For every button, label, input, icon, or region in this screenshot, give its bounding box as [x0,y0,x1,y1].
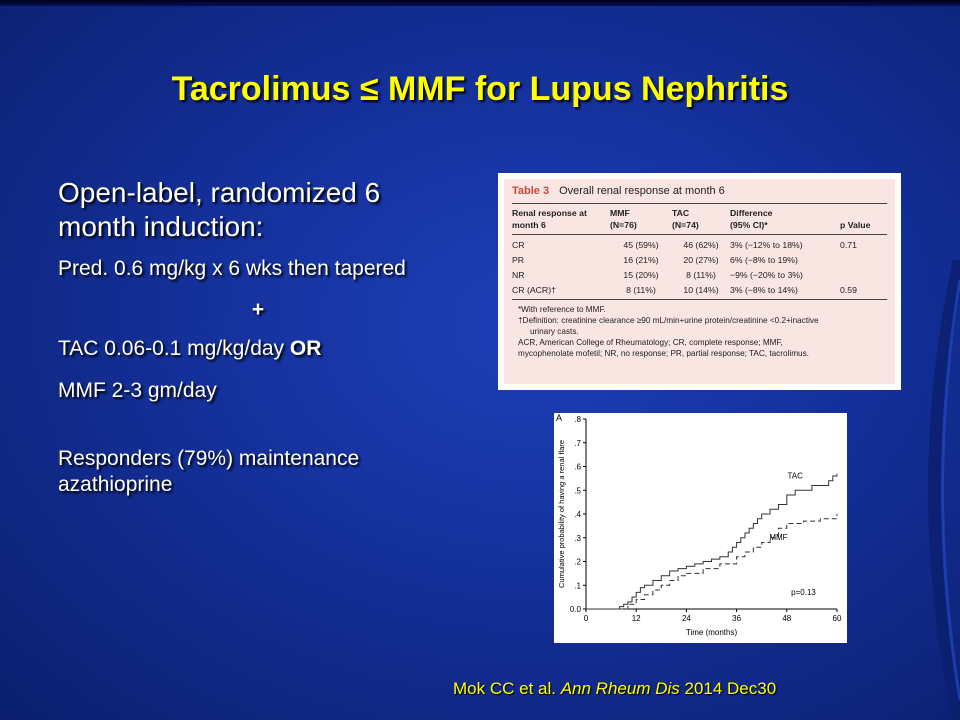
table-cell: −9% (−20% to 3%) [730,270,803,280]
mmf-dose-text: MMF 2-3 gm/day [58,379,217,402]
table-note: mycophenolate mofetil; NR, no response; PR, partial response; TAC, tacrolimus. [518,349,809,358]
decorative-swoosh [920,260,960,720]
table-cell: 15 (20%) [623,270,659,280]
table-cell: CR (ACR)† [512,285,556,295]
x-tick-label: 12 [631,614,641,623]
table-header-cell: TAC (N=74) [672,208,699,230]
table-header-cell: MMF (N=76) [610,208,637,230]
bullet-list [58,176,458,514]
table-label: Table 3 [512,185,550,197]
table-notes [512,300,887,359]
tac-dose-text [58,336,458,362]
table-caption-text: Overall renal response at month 6 [559,185,725,197]
table-cell: 0.59 [840,285,857,295]
table-cell: 8 (11%) [626,285,656,295]
x-tick-label: 0 [583,614,589,623]
table-caption [512,185,887,197]
y-tick-label: .8 [574,415,581,424]
y-tick-label: .4 [574,510,581,519]
y-tick-label: .1 [574,581,581,591]
table-cell: 3% (−8% to 14%) [730,285,798,295]
table-cell: 3% (−12% to 18%) [730,240,803,250]
y-axis-label: Cumulative probability of having a renal flare [557,440,566,588]
or-text: OR [289,337,322,360]
series-label-tac: TAC [787,471,803,481]
table-note: urinary casts. [530,327,579,336]
slide-title: Tacrolimus ≤ MMF for Lupus Nephritis [171,70,789,108]
table-header [512,204,887,234]
table-cell [840,254,887,269]
table-cell: 46 (62%) [683,240,719,250]
tac-dose-prefix: TAC 0.06-0.1 mg/kg/day [58,337,290,360]
table-cell: 45 (59%) [623,240,659,250]
table-cell: CR [512,240,525,250]
y-tick-label: .6 [574,462,581,472]
results-table [504,179,895,384]
results-table-image [498,173,901,390]
table-cell: 8 (11%) [686,270,716,280]
citation-authors: Mok CC et al. [453,679,561,698]
plus-text: + [251,298,265,321]
x-tick-label: 24 [681,614,691,623]
study-design-text: Open-label, randomized 6 month induction: [58,177,381,242]
panel-label: A [556,413,563,423]
citation [453,679,776,699]
table-header-cell: Renal response at month 6 [512,208,587,230]
y-tick-label: .3 [574,533,581,543]
table-note: ACR, American College of Rheumatology; CR, complete response; MMF, [518,338,783,347]
table-header-cell: Difference (95% CI)* [730,208,773,230]
renal-flare-chart-svg [554,413,847,643]
table-cell: 6% (−8% to 19%) [730,255,798,265]
table-cell: 16 (21%) [623,255,659,265]
responders-text: Responders (79%) maintenance azathioprine [58,447,360,496]
y-tick-label: .2 [574,557,581,567]
p-value-annotation: p=0.13 [791,587,816,597]
citation-date: 2014 Dec30 [679,679,777,698]
table-cell: 20 (27%) [683,255,719,265]
y-tick-label: .7 [574,438,581,448]
top-bar [0,0,960,6]
series-label-mmf: MMF [769,533,788,543]
x-tick-label: 48 [782,614,792,623]
table-cell: NR [512,270,525,280]
table-note: *With reference to MMF. [518,305,606,314]
renal-flare-chart [554,413,847,643]
table-body [512,235,887,299]
y-tick-label: 0.0 [569,605,581,614]
table-cell: PR [512,255,525,265]
prednisone-text: Pred. 0.6 mg/kg x 6 wks then tapered [58,257,406,280]
table-note: †Definition: creatinine clearance ≥90 mL/min+urine protein/creatinine <0.2+inactive [518,316,819,325]
table-cell: 0.71 [840,240,857,250]
x-tick-label: 60 [832,614,842,623]
y-tick-label: .5 [574,486,581,496]
citation-journal: Ann Rheum Dis [560,679,680,698]
table-cell: 10 (14%) [683,285,719,295]
x-axis-label: Time (months) [685,628,738,637]
x-tick-label: 36 [732,614,742,623]
table-header-cell: p Value [840,220,871,230]
table-cell [840,269,887,284]
